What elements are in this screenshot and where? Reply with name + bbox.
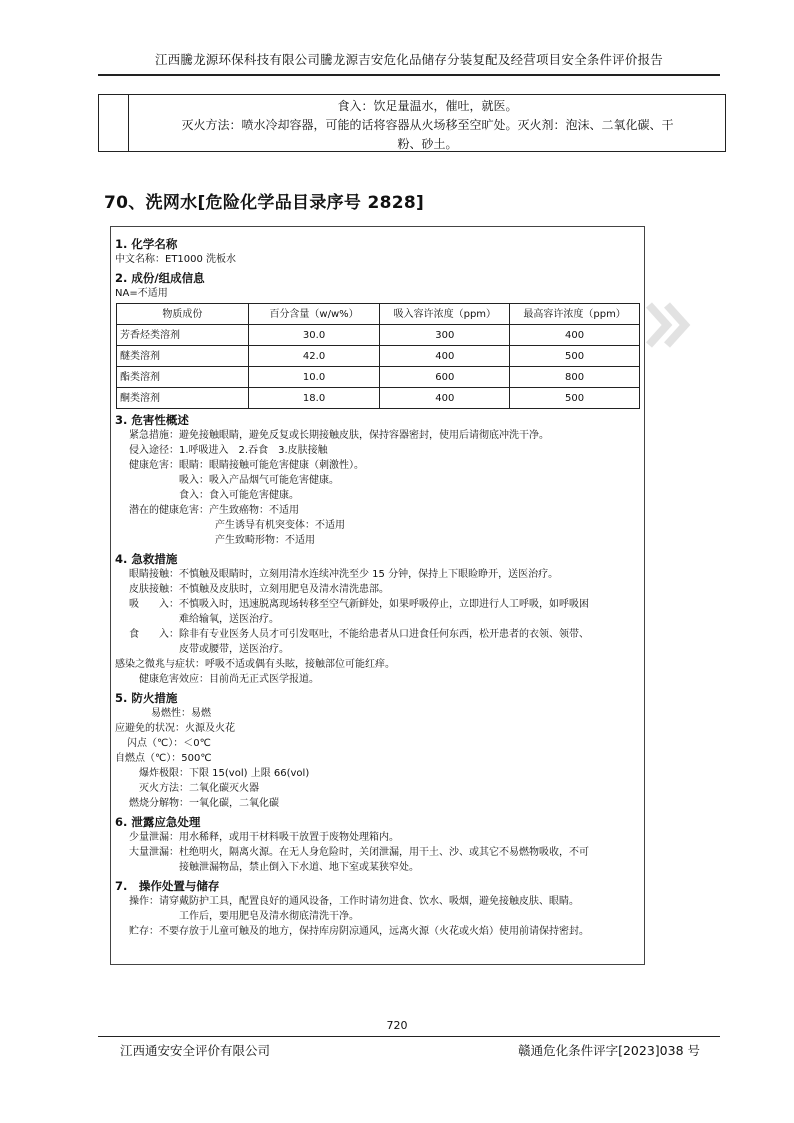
- health-hazard-ingest: 食入：食入可能危害健康。: [179, 490, 299, 501]
- chevron-watermark-icon: [643, 295, 693, 355]
- inhalation-cell: 600: [380, 367, 510, 388]
- previous-entry-box: [98, 94, 726, 152]
- large-leak-cont: 接触泄漏物品，禁止倒入下水道、地下室或某狭窄处。: [179, 862, 419, 873]
- substance-cell: 芳香烃类溶剂: [117, 325, 249, 346]
- first-aid-ingest-cont: 皮带或腰带，送医治疗。: [179, 644, 289, 655]
- s3-heading: 3. 危害性概述: [115, 413, 189, 427]
- emergency-measures: 紧急措施：避免接触眼睛，避免反复或长期接触皮肤，保持容器密封，使用后请彻底冲洗干净。: [129, 430, 549, 441]
- s7-heading: 7. 操作处置与储存: [115, 879, 220, 893]
- health-hazard-eyes: 健康危害：眼睛：眼睛接触可能危害健康（刺激性）。: [129, 460, 364, 471]
- ingestion-line: 食入：饮足量温水，催吐，就医。: [337, 99, 518, 113]
- large-leak: 大量泄漏：杜绝明火，隔离火源。在无人身危险时，关闭泄漏，用干土、沙、或其它不易燃物吸收，不可: [129, 847, 589, 858]
- symptoms: 感染之微兆与症状：呼吸不适或偶有头眩，接触部位可能红痒。: [115, 659, 395, 670]
- s2-heading: 2. 成份/组成信息: [115, 271, 205, 285]
- msds-sheet: [110, 226, 645, 965]
- substance-cell: 醚类溶剂: [117, 346, 249, 367]
- percent-cell: 18.0: [248, 388, 380, 409]
- header-rule: [98, 74, 720, 76]
- substance-cell: 酮类溶剂: [117, 388, 249, 409]
- first-aid-inhale: 吸 入：不慎吸入时，迅速脱离现场转移至空气新鲜处，如果呼吸停止，立即进行人工呼吸，如呼吸困: [129, 599, 589, 610]
- max-cell: 400: [510, 325, 640, 346]
- previous-entry-content: [130, 95, 725, 156]
- first-aid-ingest: 食 入：除非有专业医务人员才可引发呕吐，不能给患者从口进食任何东西，松开患者的衣领、领带、: [129, 629, 589, 640]
- health-effects: 健康危害效应：目前尚无正式医学报道。: [139, 674, 319, 685]
- explosion-limits: 爆炸极限：下限 15(vol) 上限 66(vol): [139, 768, 310, 779]
- inhalation-cell: 400: [380, 346, 510, 367]
- percent-cell: 10.0: [248, 367, 380, 388]
- first-aid-inhale-cont: 难给输氧，送医治疗。: [179, 614, 279, 625]
- table-row: [117, 346, 640, 367]
- footer-doc-code: 赣通危化条件评字[2023]038 号: [518, 1043, 700, 1058]
- col-header-max: 最高容许浓度（ppm）: [510, 304, 640, 325]
- table-row: [117, 367, 640, 388]
- flammability: 易燃性：易燃: [151, 708, 211, 719]
- percent-cell: 42.0: [248, 346, 380, 367]
- inhalation-cell: 300: [380, 325, 510, 346]
- small-leak: 少量泄漏：用水稀释，或用干材料吸干放置于废物处理箱内。: [129, 832, 399, 843]
- fire-method-line: 灭火方法：喷水冷却容器，可能的话将容器从火场移至空旷处。灭火剂：泡沫、二氧化碳、干: [181, 118, 674, 132]
- table-row: [117, 325, 640, 346]
- potential-hazard-teratogen: 产生致畸形物：不适用: [215, 535, 315, 546]
- inhalation-cell: 400: [380, 388, 510, 409]
- health-hazard-inhale: 吸入：吸入产品烟气可能危害健康。: [179, 475, 339, 486]
- potential-hazard-mutagen: 产生诱导有机突变体：不适用: [215, 520, 345, 531]
- substance-cell: 酯类溶剂: [117, 367, 249, 388]
- s1-heading: 1. 化学名称: [115, 237, 178, 251]
- na-note: NA=不适用: [115, 288, 168, 299]
- storage: 贮存：不要存放于儿童可触及的地方，保持库房阴凉通风，远离火源（火花或火焰）使用前请保持密封。: [129, 926, 589, 937]
- s4-heading: 4. 急救措施: [115, 552, 178, 566]
- entry-route: 侵入途径：1.呼吸进入 2.吞食 3.皮肤接触: [129, 445, 328, 456]
- conditions-to-avoid: 应避免的状况：火源及火花: [115, 723, 235, 734]
- chemical-name: 中文名称：ET1000 洗板水: [115, 254, 237, 265]
- first-aid-skin: 皮肤接触：不慎触及皮肤时，立刻用肥皂及清水清洗患部。: [129, 584, 389, 595]
- max-cell: 500: [510, 388, 640, 409]
- page-number: 720: [386, 1019, 408, 1032]
- max-cell: 500: [510, 346, 640, 367]
- s5-heading: 5. 防火措施: [115, 691, 178, 705]
- fire-method-line-cont: 粉、砂土。: [397, 137, 458, 151]
- composition-header-row: [117, 304, 640, 325]
- percent-cell: 30.0: [248, 325, 380, 346]
- s6-heading: 6. 泄露应急处理: [115, 815, 201, 829]
- first-aid-eyes: 眼睛接触：不慎触及眼睛时，立刻用清水连续冲洗至少 15 分钟，保持上下眼睑睁开，送医治疗。: [129, 569, 559, 580]
- composition-table: [116, 303, 640, 409]
- page-header: 江西騰龙源环保科技有限公司騰龙源吉安危化品储存分装复配及经营项目安全条件评价报告: [154, 52, 663, 67]
- footer-rule: [98, 1036, 720, 1037]
- max-cell: 800: [510, 367, 640, 388]
- col-header-inhalation: 吸入容许浓度（ppm）: [380, 304, 510, 325]
- previous-entry-label-cell: [99, 95, 129, 151]
- extinguishing-method: 灭火方法：二氧化碳灭火器: [139, 783, 259, 794]
- table-row: [117, 388, 640, 409]
- flash-point: 闪点（℃）：＜0℃: [127, 738, 211, 749]
- footer-company: 江西通安安全评价有限公司: [120, 1043, 271, 1058]
- combustion-products: 燃烧分解物：一氧化碳，二氧化碳: [129, 798, 279, 809]
- col-header-substance: 物质成份: [117, 304, 249, 325]
- handling-cont: 工作后，要用肥皂及清水彻底清洗干净。: [179, 911, 359, 922]
- autoignition-point: 自燃点（℃）：500℃: [115, 753, 212, 764]
- handling: 操作：请穿戴防护工具，配置良好的通风设备，工作时请勿进食、饮水、吸烟，避免接触皮肤、眼睛。: [129, 896, 579, 907]
- col-header-percent: 百分含量（w/w%）: [248, 304, 380, 325]
- section-title: 70、洗网水[危险化学品目录序号 2828]: [104, 193, 425, 213]
- potential-hazard-carcinogen: 潜在的健康危害：产生致癌物：不适用: [129, 505, 299, 516]
